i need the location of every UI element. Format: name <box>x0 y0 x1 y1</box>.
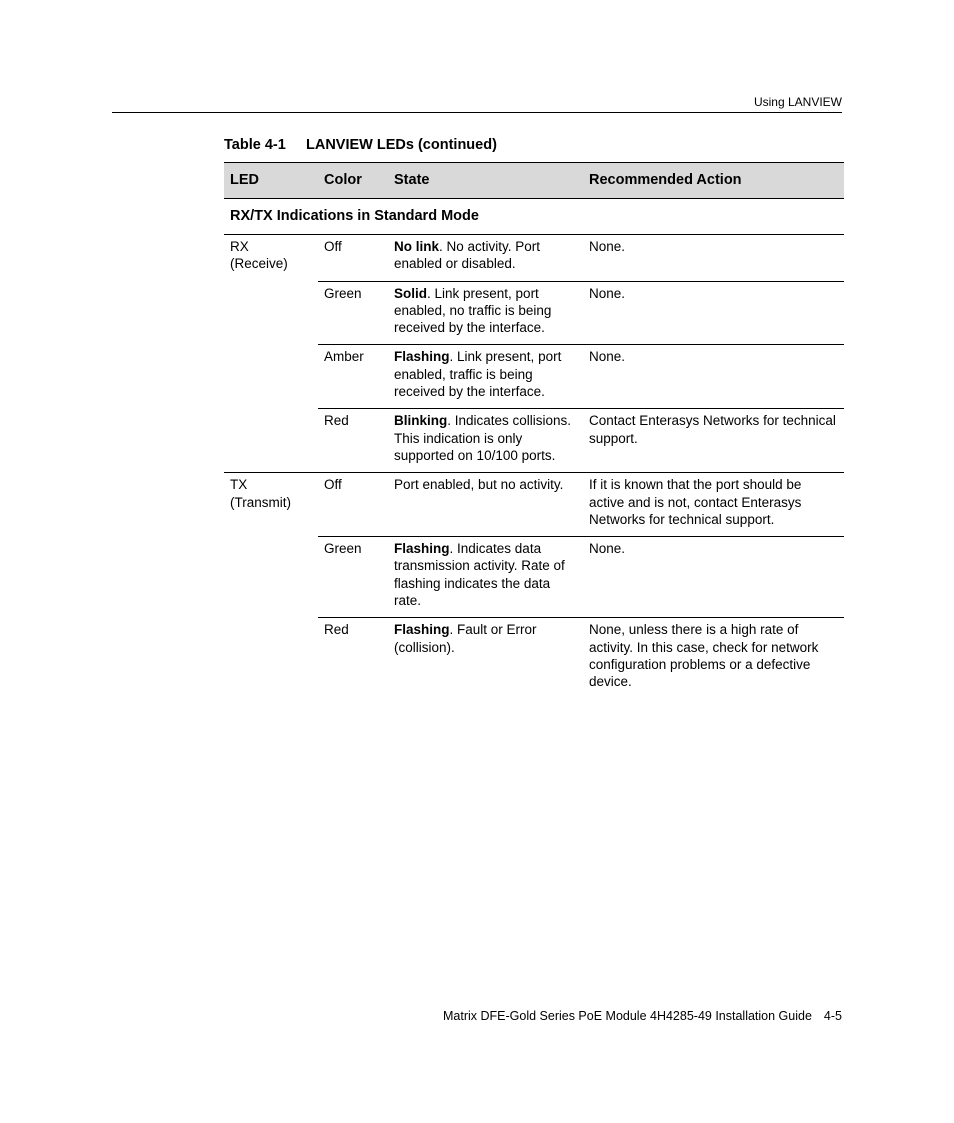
color-cell: Amber <box>318 345 388 409</box>
table-row <box>224 235 844 282</box>
action-cell: If it is known that the port should be active and is not, contact Enterasys Networks for technical support. <box>583 473 844 537</box>
table-title: LANVIEW LEDs (continued) <box>306 137 497 153</box>
table-row <box>224 473 844 537</box>
led-sublabel: (Transmit) <box>230 494 291 510</box>
led-name-tx <box>224 473 318 699</box>
led-name-rx <box>224 235 318 473</box>
action-cell: None. <box>583 235 844 282</box>
state-cell <box>388 473 583 537</box>
state-keyword: Flashing <box>394 541 450 557</box>
led-label: TX <box>230 477 248 493</box>
state-keyword: Flashing <box>394 349 450 365</box>
table-number: Table 4-1 <box>224 137 286 153</box>
column-header-action: Recommended Action <box>583 163 844 199</box>
state-keyword: Solid <box>394 285 427 301</box>
color-cell: Red <box>318 409 388 473</box>
lanview-led-table <box>224 162 844 699</box>
state-description: . No activity. Port enabled or disabled. <box>394 239 541 272</box>
section-title: RX/TX Indications in Standard Mode <box>224 199 844 235</box>
color-cell: Red <box>324 622 349 638</box>
color-cell: Off <box>318 473 388 537</box>
action-cell: Contact Enterasys Networks for technical support. <box>583 409 844 473</box>
state-description: . Link present, port enabled, traffic is being received by the interface. <box>394 349 562 400</box>
action-cell: None. <box>583 537 844 618</box>
header-rule <box>112 112 842 113</box>
state-keyword: Flashing <box>394 622 450 638</box>
led-label: RX <box>230 239 249 254</box>
state-cell <box>388 345 583 409</box>
state-cell <box>388 537 583 618</box>
action-cell: None. <box>583 345 844 409</box>
column-header-state: State <box>388 163 583 199</box>
column-header-led: LED <box>224 163 318 199</box>
state-cell <box>388 618 583 699</box>
state-keyword: Blinking <box>394 413 448 429</box>
running-header: Using LANVIEW <box>753 95 842 109</box>
state-description: . Indicates data transmission activity. Rate of flashing indicates the data rate. <box>394 541 565 609</box>
column-header-color: Color <box>318 163 388 199</box>
state-description: Port enabled, but no activity. <box>394 477 564 493</box>
color-cell: Green <box>318 281 388 345</box>
action-cell: None, unless there is a high rate of activity. In this case, check for network configuration problems or a defective device. <box>589 622 819 690</box>
led-sublabel: (Receive) <box>230 256 288 272</box>
page-footer <box>443 1009 842 1023</box>
state-description: . Indicates collisions. This indication is only supported on 10/100 ports. <box>394 413 572 463</box>
state-cell <box>388 409 583 473</box>
section-row <box>224 199 844 235</box>
table-header-row <box>224 163 844 199</box>
state-cell <box>388 235 583 282</box>
page-number: 4-5 <box>823 1009 842 1023</box>
color-cell: Green <box>318 537 388 618</box>
color-cell: Off <box>318 235 388 282</box>
state-keyword: No link <box>394 239 440 254</box>
state-cell <box>388 281 583 345</box>
state-description: . Fault or Error (collision). <box>394 622 537 655</box>
table-caption <box>224 137 497 153</box>
guide-title: Matrix DFE-Gold Series PoE Module 4H4285-49 Installation Guide <box>442 1009 812 1023</box>
action-cell: None. <box>583 281 844 345</box>
state-description: . Link present, port enabled, no traffic is being received by the interface. <box>394 285 552 336</box>
